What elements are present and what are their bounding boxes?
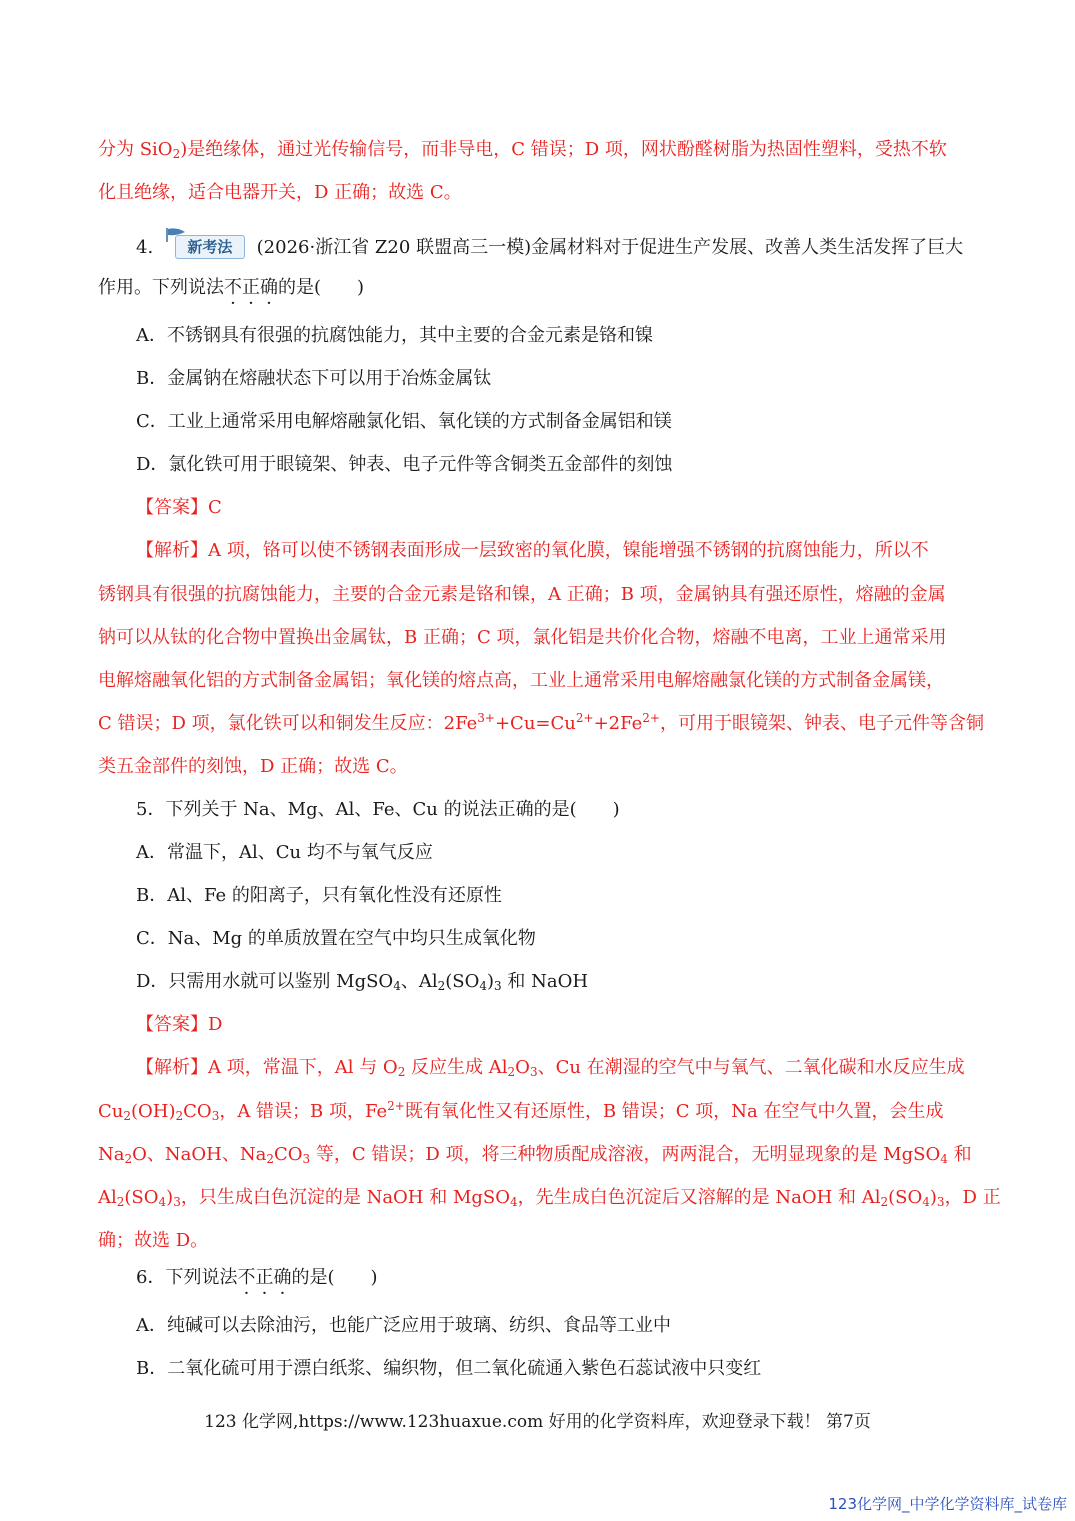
site-watermark: 123化学网_中学化学资料库_试卷库: [828, 1495, 1067, 1513]
q4-explanation-line-6: 类五金部件的刻蚀，D 正确；故选 C。: [98, 756, 408, 777]
q5-explanation-line-5: 确；故选 D。: [98, 1230, 209, 1251]
q5-explanation-line-3: $Na_2O$、NaOH、$Na_2CO_3$ 等，C 错误；D 项，将三种物质配成溶液，两两混合，无明显现象的是 MgSO$_4$ 和: [98, 1144, 972, 1166]
q4-explanation-line-4: 电解熔融氧化铝的方式制备金属铝；氧化镁的熔点高，工业上通常采用电解熔融氯化镁的方式制备金属镁，: [98, 670, 944, 691]
q5-explanation-line-4: $Al_2(SO_4)_3$，只生成白色沉淀的是 NaOH 和 MgSO$_4$，先生成白色沉淀后又溶解的是 NaOH 和 $Al_2(SO_4)_3$，D 正: [98, 1187, 1001, 1209]
q6-stem: 6．下列说法不正确的是( ): [136, 1267, 378, 1288]
q4-option-c: C．工业上通常采用电解熔融氯化铝、氧化镁的方式制备金属铝和镁: [136, 411, 672, 432]
q4-explanation-line-1: 【解析】A 项，铬可以使不锈钢表面形成一层致密的氧化膜，镍能增强不锈钢的抗腐蚀能力，所以不: [136, 540, 929, 561]
q4-explanation-line-3: 钠可以从钛的化合物中置换出金属钛，B 正确；C 项，氯化铝是共价化合物，熔融不电离，工业上通常采用: [98, 627, 947, 648]
q6-option-a: A．纯碱可以去除油污，也能广泛应用于玻璃、纺织、食品等工业中: [136, 1315, 671, 1336]
q5-answer: 【答案】D: [136, 1014, 223, 1035]
q6-option-b: B．二氧化硫可用于漂白纸浆、编织物，但二氧化硫通入紫色石蕊试液中只变红: [136, 1358, 762, 1379]
q5-option-a: A．常温下，Al、Cu 均不与氧气反应: [136, 842, 433, 863]
new-exam-method-badge: 新考法: [165, 231, 245, 259]
q5-option-d: D．只需用水就可以鉴别 MgSO$_4$、$Al_2(SO_4)_3$ 和 NaOH: [136, 971, 589, 993]
q4-option-d: D．氯化铁可用于眼镜架、钟表、电子元件等含铜类五金部件的刻蚀: [136, 454, 673, 475]
q5-stem: 5．下列关于 Na、Mg、Al、Fe、Cu 的说法正确的是( ): [136, 799, 620, 820]
q5-option-b: B．Al、Fe 的阳离子，只有氧化性没有还原性: [136, 885, 502, 906]
q5-option-c: C．Na、Mg 的单质放置在空气中均只生成氧化物: [136, 928, 536, 949]
q4-stem-line-2: 作用。下列说法不正确的是( ): [98, 277, 365, 298]
q4-option-a: A．不锈钢具有很强的抗腐蚀能力，其中主要的合金元素是铬和镍: [136, 325, 653, 346]
page-footer: 123 化学网,https://www.123huaxue.com 好用的化学资料库，欢迎登录下载！ 第7页: [204, 1412, 871, 1432]
q4-option-b: B．金属钠在熔融状态下可以用于冶炼金属钛: [136, 368, 492, 389]
q3-explanation-line-1: 分为 SiO$_2$)是绝缘体，通过光传输信号，而非导电，C 错误；D 项，网状酚醛树脂为热固性塑料，受热不软: [98, 139, 947, 161]
q4-stem-line-1: 4. 新考法 (2026·浙江省 Z20 联盟高三一模)金属材料对于促进生产发展、改善人类生活发挥了巨大: [136, 231, 963, 261]
q5-explanation-line-2: $Cu_2(OH)_2CO_3$，A 错误；B 项，$Fe^{2+}$既有氧化性又有还原性，B 错误；C 项，Na 在空气中久置，会生成: [98, 1099, 944, 1123]
q4-explanation-line-2: 锈钢具有很强的抗腐蚀能力，主要的合金元素是铬和镍，A 正确；B 项，金属钠具有强还原性，熔融的金属: [98, 584, 946, 605]
q5-explanation-line-1: 【解析】A 项，常温下，Al 与 $O_2$ 反应生成 $Al_2O_3$、Cu 在潮湿的空气中与氧气、二氧化碳和水反应生成: [136, 1057, 965, 1079]
q3-explanation-line-2: 化且绝缘，适合电器开关，D 正确；故选 C。: [98, 182, 462, 203]
q4-explanation-line-5: C 错误；D 项，氯化铁可以和铜发生反应：$2Fe^{3+}+Cu=Cu^{2+}+2Fe^{2+}$，可用于眼镜架、钟表、电子元件等含铜: [98, 711, 984, 734]
q4-answer: 【答案】C: [136, 497, 222, 518]
